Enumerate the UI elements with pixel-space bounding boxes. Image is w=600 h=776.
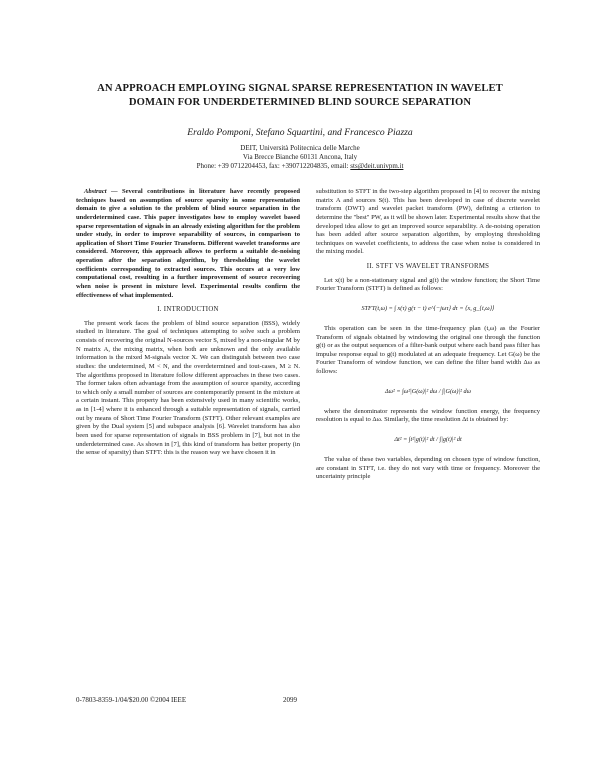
equation-bandwidth	[316, 381, 540, 403]
equation-stft-text: STFT(t,ω) = ∫ x(τ) g(τ − t) e^{−jωτ} dτ = ⟨x, g_{t,ω}⟩	[361, 304, 495, 312]
affiliation-phone: Phone: +39 0712204453, fax: +390712204835, email:	[196, 162, 349, 171]
right-column	[316, 188, 540, 485]
page-number: 2099	[283, 696, 297, 704]
section-1-heading: I. INTRODUCTION	[157, 306, 219, 314]
abstract	[76, 188, 300, 300]
left-column	[76, 188, 300, 461]
section-2-para-4: The value of these two variables, depending on chosen type of window function, are constant in STFT, i.e. they do not vary with time or frequency. Moreover the uncertainty principle	[316, 455, 540, 481]
abstract-body: — Several contributions in literature have recently proposed techniques based on assumption of source sparsity in some representation domain to give a solution to the problem of blind source separation in the underdetermined case. This paper investigates how to employ wavelet based sparse representation of signals in an already existing algorithm for the problem under study, in order to improve separability of sources, in comparison to application of Short Time Fourier Transform. Different wavelet transforms are considered. Moreover, this approach allows to perform a suitable de-noising operation after the separation algorithm, by thresholding the wavelet coefficients corresponding to extracted sources. This occurs at a very low computational cost, resulting in a further improvement of source recovering when noise is present in mixture level. Experimental results confirm the effectiveness of what implemented.	[76, 188, 300, 299]
affiliation-address: Via Brecce Bianche 60131 Ancona, Italy	[242, 153, 358, 162]
equation-time-resolution	[316, 429, 540, 451]
title-line-2: DOMAIN FOR UNDERDETERMINED BLIND SOURCE SEPARATION	[128, 97, 472, 108]
equation-bandwidth-text: Δω² = ∫ω²|G(ω)|² dω / ∫|G(ω)|² dω	[385, 387, 471, 395]
affiliation-department: DEIT, Università Politecnica delle Marche	[240, 144, 360, 152]
title-line-1: AN APPROACH EMPLOYING SIGNAL SPARSE REPRESENTATION IN WAVELET	[97, 83, 503, 94]
author-list: Eraldo Pomponi, Stefano Squartini, and Francesco Piazza	[187, 127, 413, 138]
affiliation	[60, 144, 540, 172]
section-2-para-1: Let x(t) be a non-stationary signal and g(t) the window function; the Short Time Fourier Transform (STFT) is defined as follows:	[316, 276, 540, 293]
intro-continuation: substitution to STFT in the two-step algorithm proposed in [4] to recover the mixing matrix A and sources S(t). This has been developed in case of discrete wavelet transform (DWT) and wavelet packet transform (PW), defining a criterion to determine the "best" PW, as it will be shown later. Experimental results show that the developed idea allow to get an improved source separability. A de-noising operation has been added after source separation algorithm, by employing thresholding techniques on wavelet coefficients, to address the case when noise is considered in the mixing model.	[316, 188, 540, 256]
section-2-heading: II. STFT VS WAVELET TRANSFORMS	[366, 263, 490, 270]
equation-stft	[316, 298, 540, 320]
affiliation-email: sts@deit.univpm.it	[350, 162, 404, 171]
affiliation-contact	[60, 162, 540, 171]
equation-time-resolution-text: Δt² = ∫t²|g(t)|² dt / ∫|g(t)|² dt	[394, 435, 462, 443]
paper-title	[60, 82, 540, 110]
section-1-body: The present work faces the problem of blind source separation (BSS), widely studied in literature. The goal of techniques attempting to solve such a problem consists of recovering the original N-sources vector S, mixed by a non-singular M by N matrix A, the mixing matrix, when both are unknown and the only available information is the mixed M-signals vector X. We can distinguish between two case studies: the undetermined, M < N, and the overdetermined and tout-cases, M ≥ N. The algorithms proposed in literature follow different approaches in these two cases. The former takes often advantage from the assumption of source sparsity, according to which only a small number of sources are contemporarily present in the mixture at a certain instant. This property has been extensively used in many scientific works, as in [1-4] where it is enhanced through a suitable representation of signals, carried out by means of Short Time Fourier Transform (STFT). Other relevant examples are given by the Dual system [5] and subspace analysis [6]. Wavelet transform has also been used for sparse representation of signals in BSS problem in [7], but not in the underdetermined case. As shown in [7], this kind of transform has better property (in the sense of sparsity) than STFT: this is the reason way we have chosen it in	[76, 319, 300, 457]
section-2-para-2: This operation can be seen in the time-frequency plan (t,ω) as the Fourier Transform of signals obtained by windowing the original one through the function g(t) or as the output sequences of a filter-bank output where each band pass filter has impulse response equal to g(t) modulated at an adequate frequency. Let G(ω) be the Fourier Transform of window function, we can define the filter band width Δω as follows:	[316, 324, 540, 375]
abstract-lead: Abstract	[84, 188, 107, 195]
section-2-para-3: where the denominator represents the window function energy, the frequency resolution is equal to Δω. Similarly, the time resolution Δt is obtained by:	[316, 407, 540, 424]
copyright-notice: 0-7803-8359-1/04/$20.00 ©2004 IEEE	[76, 696, 187, 704]
